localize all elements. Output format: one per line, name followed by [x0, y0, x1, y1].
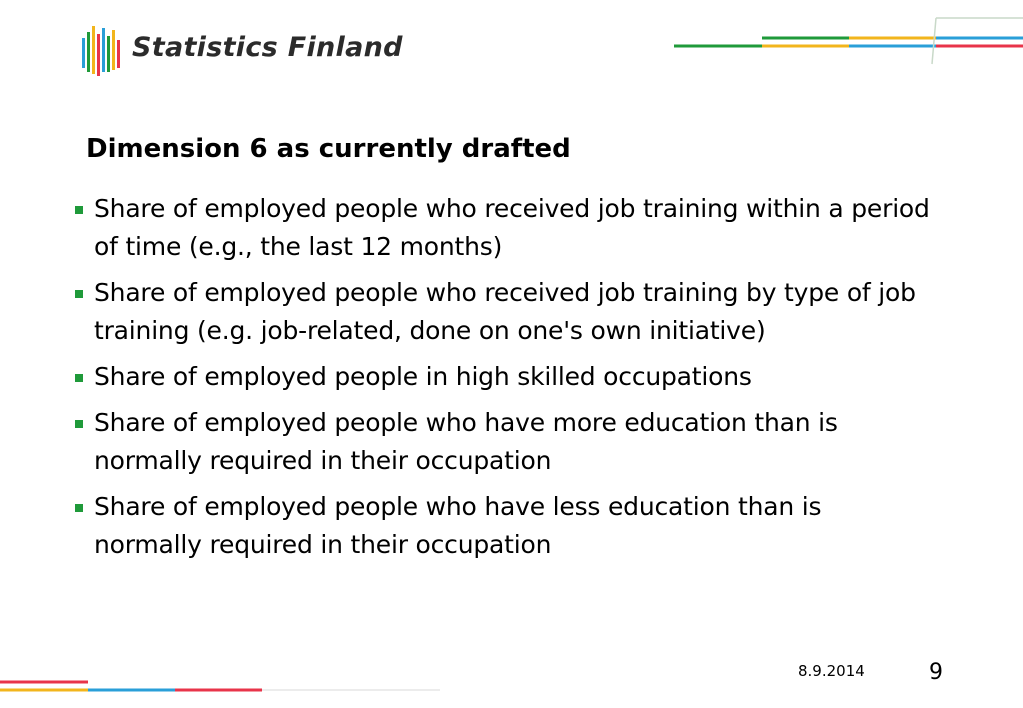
- bullet-square-icon: [75, 206, 83, 214]
- bullet-item: [74, 358, 934, 396]
- bullet-square-icon: [75, 504, 83, 512]
- bullet-text: Share of employed people who received job training by type of job training (e.g. job-related, done on one's own initiative): [94, 278, 916, 345]
- bullet-text: Share of employed people who have more education than is normally required in their occupation: [94, 408, 838, 475]
- bullet-square-icon: [75, 290, 83, 298]
- bullet-list: [74, 190, 934, 572]
- slide-heading: Dimension 6 as currently drafted: [86, 134, 571, 164]
- bullet-text: Share of employed people in high skilled occupations: [94, 362, 752, 391]
- decorative-stripes-bottom: [0, 678, 440, 698]
- bullet-square-icon: [75, 374, 83, 382]
- bullet-text: Share of employed people who have less education than is normally required in their occupation: [94, 492, 822, 559]
- logo-text: Statistics Finland: [132, 32, 403, 63]
- page-number: 9: [929, 660, 943, 685]
- statistics-finland-logo: [80, 24, 403, 80]
- bullet-item: [74, 488, 934, 564]
- bullet-item: [74, 274, 934, 350]
- bullet-item: [74, 404, 934, 480]
- bullet-text: Share of employed people who received job training within a period of time (e.g., the last 12 months): [94, 194, 930, 261]
- footer-date: 8.9.2014: [798, 662, 865, 680]
- bullet-square-icon: [75, 420, 83, 428]
- statistics-finland-logo-icon: [80, 24, 124, 78]
- bullet-item: [74, 190, 934, 266]
- decorative-stripes-top: [674, 16, 1023, 66]
